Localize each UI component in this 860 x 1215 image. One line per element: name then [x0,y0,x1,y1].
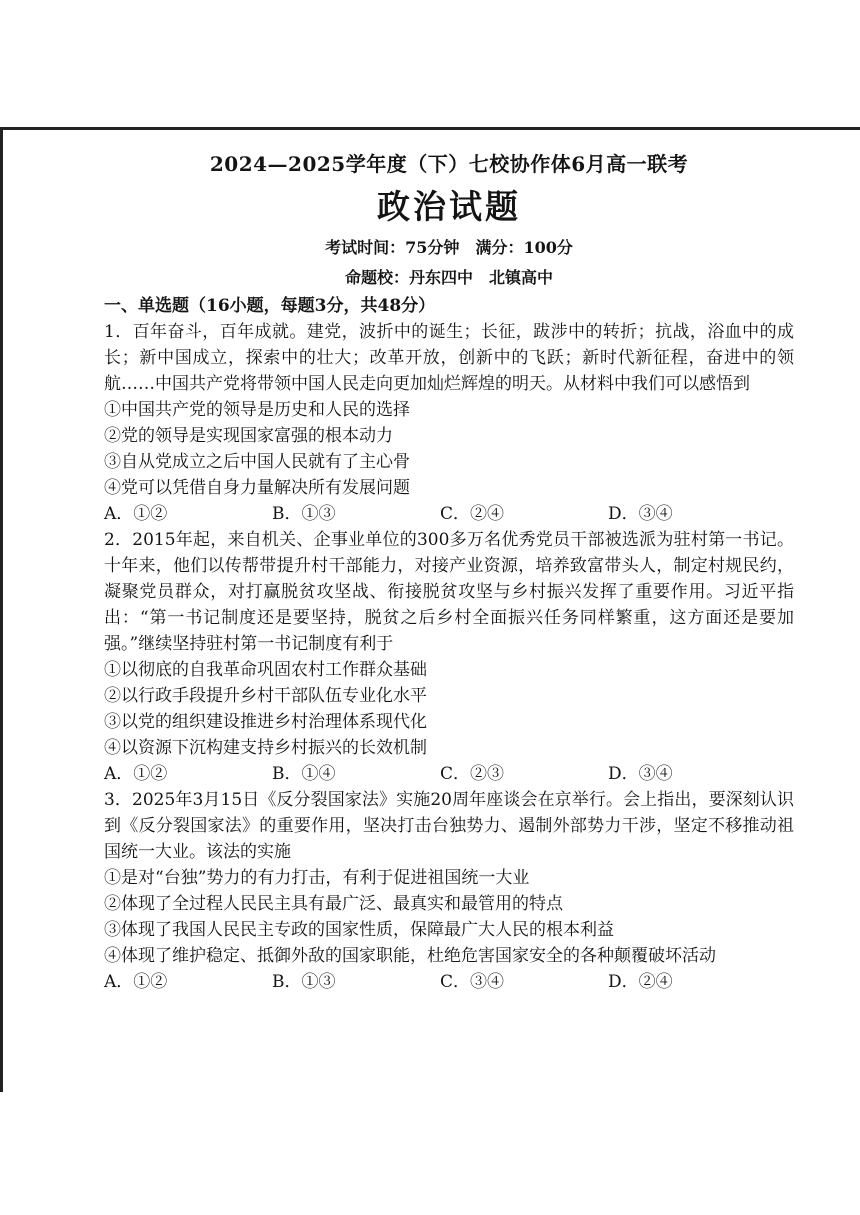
top-border-line [0,127,860,130]
statement-option: ④党可以凭借自身力量解决所有发展问题 [104,478,410,498]
statement-option: ④体现了维护稳定、抵御外敌的国家职能，杜绝危害国家安全的各种颠覆破坏活动 [104,946,716,966]
section-title: 一、单选题（16小题，每题3分，共48分） [104,296,436,316]
statement-option: ②党的领导是实现国家富强的根本动力 [104,426,393,446]
statement-option: ①中国共产党的领导是历史和人民的选择 [104,400,410,420]
choice-b: B．①③ [272,972,336,992]
choice-d: D．②④ [608,972,673,992]
choice-c: C．②③ [440,764,505,784]
question-stem: 2．2015年起，来自机关、企事业单位的300多万名优秀党员干部被选派为驻村第一书记。十年来，他们以传帮带提升村干部能力，对接产业资源，培养致富带头人，制定村规民约，凝聚党员群众，对打赢脱贫攻坚战、衔接脱贫攻坚与乡村振兴发挥了重要作用。习近平指出：“第一书记制度还是要坚持，脱贫之后乡村全面振兴任务同样繁重，这方面还是要加强。”继续坚持驻村第一书记制度有利于 [104,530,794,654]
choice-b: B．①③ [272,504,336,524]
statement-option: ②体现了全过程人民民主具有最广泛、最真实和最管用的特点 [104,894,563,914]
answer-choices [104,761,794,787]
exam-time: 考试时间：75分钟 [325,238,460,257]
choice-a: A．①② [104,504,168,524]
choice-a: A．①② [104,972,168,992]
choice-d: D．③④ [608,504,673,524]
choice-d: D．③④ [608,764,673,784]
statement-option: ①以彻底的自我革命巩固农村工作群众基础 [104,660,427,680]
question-1 [104,319,794,527]
choice-b: B．①④ [272,764,336,784]
question-2 [104,527,794,787]
answer-choices [104,501,794,527]
statement-option: ④以资源下沉构建支持乡村振兴的长效机制 [104,738,427,758]
subject-title: 政治试题 [377,187,521,226]
setter-schools: 命题校：丹东四中 北镇高中 [344,268,553,287]
statement-option: ③自从党成立之后中国人民就有了主心骨 [104,452,410,472]
answer-choices [104,969,794,995]
choice-a: A．①② [104,764,168,784]
question-3 [104,787,794,995]
statement-option: ①是对“台独”势力的有力打击，有利于促进祖国统一大业 [104,868,530,888]
left-border-line [0,127,3,1092]
statement-option: ②以行政手段提升乡村干部队伍专业化水平 [104,686,427,706]
question-stem: 1．百年奋斗，百年成就。建党，波折中的诞生；长征，跋涉中的转折；抗战，浴血中的成长；新中国成立，探索中的壮大；改革开放，创新中的飞跃；新时代新征程，奋进中的领航……中国共产党将带领中国人民走向更加灿烂辉煌的明天。从材料中我们可以感悟到 [104,322,794,394]
statement-option: ③体现了我国人民民主专政的国家性质，保障最广大人民的根本利益 [104,920,614,940]
exam-page [104,140,794,995]
exam-meta [104,233,794,263]
full-score: 满分：100分 [475,238,573,257]
exam-title: 2024—2025学年度（下）七校协作体6月高一联考 [209,152,689,176]
choice-c: C．③④ [440,972,505,992]
statement-option: ③以党的组织建设推进乡村治理体系现代化 [104,712,427,732]
question-stem: 3．2025年3月15日《反分裂国家法》实施20周年座谈会在京举行。会上指出，要深刻认识到《反分裂国家法》的重要作用，坚决打击台独势力、遏制外部势力干涉，坚定不移推动祖国统一大业。该法的实施 [104,790,794,862]
choice-c: C．②④ [440,504,505,524]
